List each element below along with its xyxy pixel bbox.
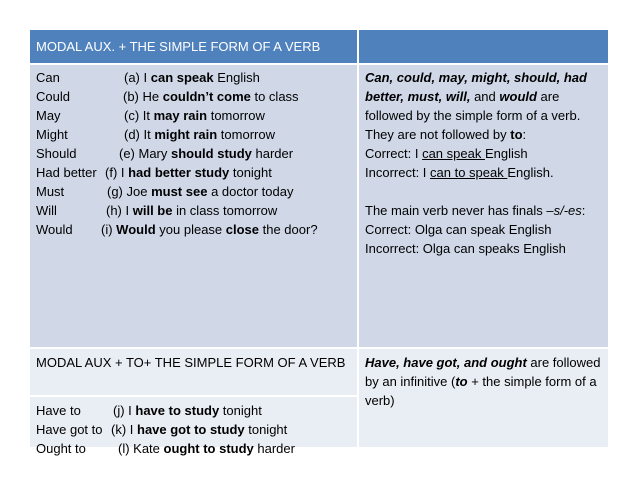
explanation-paragraph: Can, could, may, might, should, had better, must, will, and would are followed by the simple form of a verb. bbox=[365, 70, 587, 123]
modal-example: (e) Mary should study harder bbox=[119, 146, 294, 161]
modal-row-would bbox=[36, 220, 351, 239]
modal-row-must bbox=[36, 182, 351, 201]
modal-example: (c) It may rain tomorrow bbox=[124, 108, 265, 123]
modal-example: (f) I had better study tonight bbox=[105, 165, 272, 180]
modal-word: Could bbox=[36, 89, 70, 104]
modal-example: (g) Joe must see a doctor today bbox=[107, 184, 294, 199]
modal-word: Have to bbox=[36, 403, 81, 418]
modal-word: Will bbox=[36, 203, 57, 218]
section2-title: MODAL AUX + TO+ THE SIMPLE FORM OF A VERB bbox=[36, 355, 346, 370]
not-followed-line: They are not followed by to: bbox=[365, 127, 527, 142]
modal-example: (j) I have to study tonight bbox=[113, 403, 262, 418]
modal-row-may bbox=[36, 106, 351, 125]
modal-word: Have got to bbox=[36, 422, 103, 437]
modal-word: Must bbox=[36, 184, 65, 199]
incorrect-example-2: Incorrect: Olga can speaks English bbox=[365, 241, 566, 256]
modal-examples-cell bbox=[30, 65, 357, 347]
modal-example: (k) I have got to study tonight bbox=[111, 422, 288, 437]
modal-word: Ought to bbox=[36, 441, 86, 456]
correct-example-2: Correct: Olga can speak English bbox=[365, 222, 552, 237]
modal-example: (a) I can speak English bbox=[124, 70, 260, 85]
modal-verbs-table bbox=[30, 30, 608, 456]
section2-examples-cell bbox=[30, 397, 357, 456]
modal-row-have-to bbox=[36, 401, 351, 420]
header-cell-empty bbox=[359, 30, 608, 63]
header-title: MODAL AUX. + THE SIMPLE FORM OF A VERB bbox=[36, 39, 321, 54]
modal-word: Might bbox=[36, 127, 68, 142]
modal-row-have-got-to bbox=[36, 420, 351, 439]
modal-word: Had better bbox=[36, 165, 97, 180]
incorrect-example-1: Incorrect: I can to speak English. bbox=[365, 165, 554, 180]
infinitive-rule: Have, have got, and ought are followed by an infinitive (to + the simple form of a verb) bbox=[365, 355, 601, 408]
modal-row-can bbox=[36, 68, 351, 87]
modal-word: May bbox=[36, 108, 61, 123]
modal-word: Can bbox=[36, 70, 60, 85]
modal-example: (l) Kate ought to study harder bbox=[118, 441, 295, 456]
section2-title-cell bbox=[30, 349, 357, 395]
modal-row-had-better bbox=[36, 163, 351, 182]
modal-word: Would bbox=[36, 222, 73, 237]
modal-example: (i) Would you please close the door? bbox=[101, 222, 318, 237]
spacer bbox=[365, 182, 602, 201]
modal-row-might bbox=[36, 125, 351, 144]
modal-example: (b) He couldn’t come to class bbox=[123, 89, 299, 104]
modal-example: (d) It might rain tomorrow bbox=[124, 127, 275, 142]
modal-row-ought-to bbox=[36, 439, 351, 458]
modal-row-should bbox=[36, 144, 351, 163]
modal-example: (h) I will be in class tomorrow bbox=[106, 203, 278, 218]
modal-row-will bbox=[36, 201, 351, 220]
finals-rule: The main verb never has finals –s/-es: bbox=[365, 203, 586, 218]
modal-row-could bbox=[36, 87, 351, 106]
header-cell-modal-aux bbox=[30, 30, 357, 63]
section2-explanation-cell bbox=[359, 349, 608, 447]
modal-word: Should bbox=[36, 146, 77, 161]
modal-explanation-cell bbox=[359, 65, 608, 347]
correct-example-1: Correct: I can speak English bbox=[365, 146, 528, 161]
